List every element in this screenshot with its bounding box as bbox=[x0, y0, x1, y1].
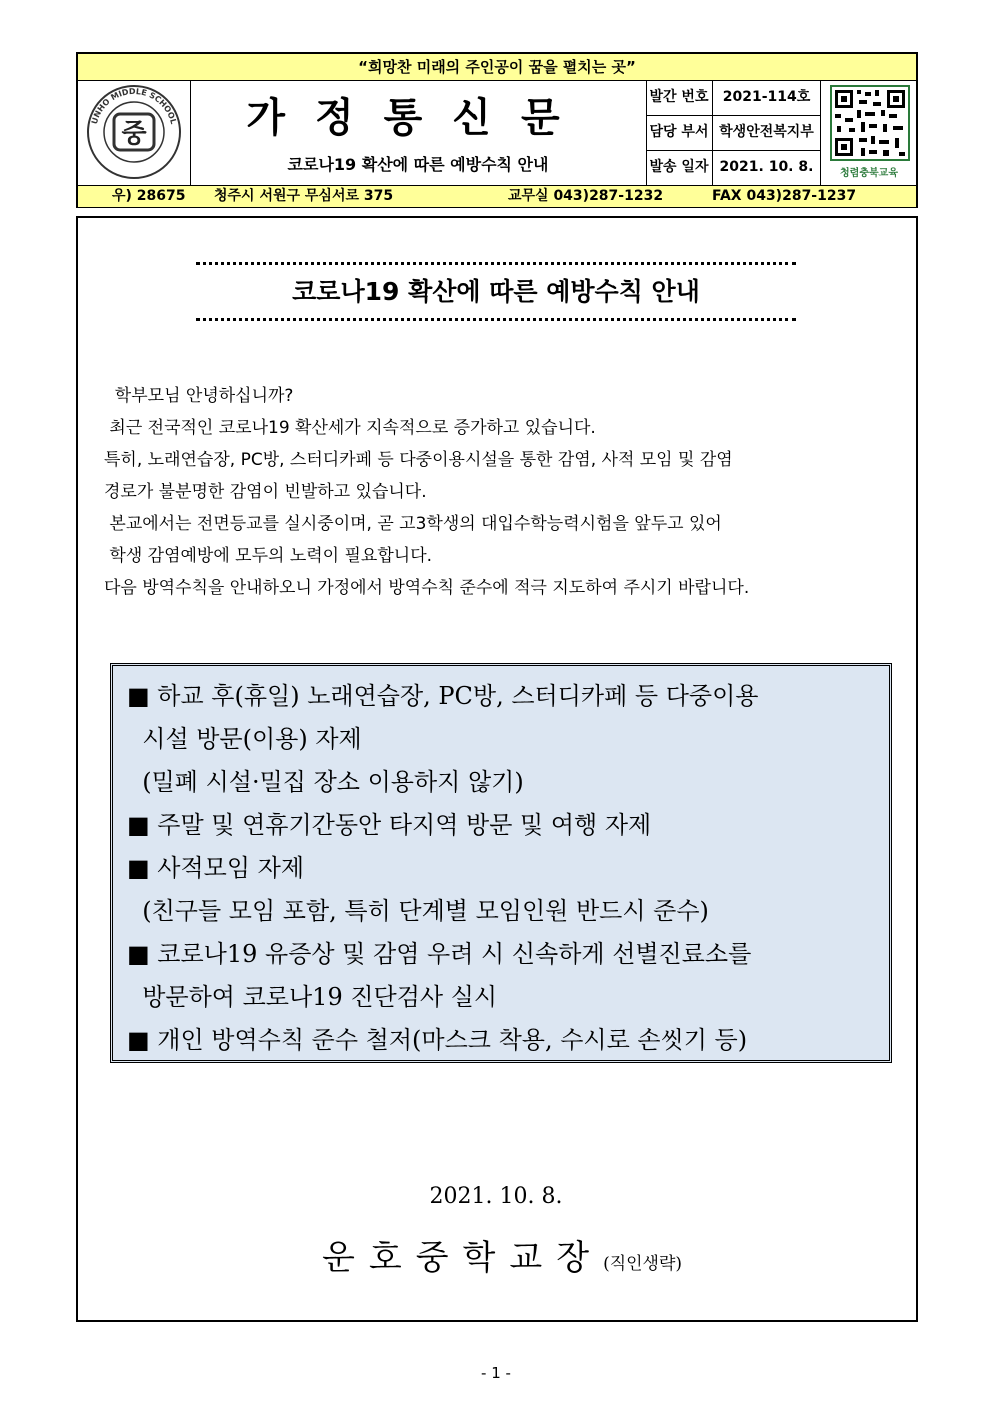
rule-line: ■ 개인 방역수칙 준수 철저(마스크 착용, 수시로 손씻기 등) bbox=[127, 1026, 748, 1054]
school-emblem-icon bbox=[78, 80, 190, 185]
letterhead bbox=[76, 52, 918, 208]
rule-line: (친구들 모임 포함, 특히 단계별 모임인원 반드시 준수) bbox=[127, 897, 709, 925]
paragraph-line: 본교에서는 전면등교를 실시중이며, 곧 고3학생의 대입수학능력시험을 앞두고 있어 bbox=[104, 514, 722, 534]
paragraph-line: 경로가 불분명한 감염이 빈발하고 있습니다. bbox=[104, 482, 427, 502]
paragraph-line: 학부모님 안녕하십니까? bbox=[104, 386, 294, 406]
meta-value: 2021-114호 bbox=[722, 89, 811, 105]
title-rule-top bbox=[196, 262, 796, 265]
document-title: 코로나19 확산에 따른 예방수칙 안내 bbox=[292, 277, 700, 306]
address-bar bbox=[78, 185, 916, 207]
logo-ring-text: UNHO MIDDLE SCHOOL bbox=[89, 86, 179, 126]
logo-char: 중 bbox=[121, 119, 147, 149]
rule-line: ■ 사적모임 자제 bbox=[127, 854, 305, 882]
page-number: - 1 - bbox=[481, 1364, 511, 1382]
rule-line: 시설 방문(이용) 자제 bbox=[127, 725, 362, 753]
newsletter-subtitle: 코로나19 확산에 따른 예방수칙 안내 bbox=[287, 155, 549, 174]
issue-date: 2021. 10. 8. bbox=[429, 1184, 563, 1209]
meta-table bbox=[646, 80, 820, 185]
qr-caption: 청렴충북교육 bbox=[840, 168, 898, 179]
title-cell bbox=[190, 80, 647, 185]
meta-value: 2021. 10. 8. bbox=[719, 159, 814, 175]
qr-code-icon bbox=[821, 80, 917, 185]
postal-code: 우) 28675 bbox=[112, 188, 186, 204]
meta-label: 담당 부서 bbox=[646, 115, 713, 150]
paragraph-line: 특히, 노래연습장, PC방, 스터디카페 등 다중이용시설을 통한 감염, 사적 모임 및 감염 bbox=[104, 450, 733, 470]
newsletter-title: 가정통신문 bbox=[246, 94, 590, 141]
meta-row bbox=[646, 80, 820, 116]
seal-note: (직인생략) bbox=[603, 1254, 683, 1274]
school-motto: “희망찬 미래의 주인공이 꿈을 펼치는 곳” bbox=[78, 54, 916, 81]
rules-box bbox=[110, 663, 892, 1063]
signer-name: 운호중학교장 bbox=[322, 1238, 604, 1278]
rule-line: ■ 코로나19 유증상 및 감염 우려 시 신속하게 선별진료소를 bbox=[127, 940, 752, 968]
letterhead-main-row bbox=[78, 80, 916, 185]
meta-row bbox=[646, 115, 820, 151]
rule-line: ■ 주말 및 연휴기간동안 타지역 방문 및 여행 자제 bbox=[127, 811, 652, 839]
rule-line: (밀폐 시설·밀집 장소 이용하지 않기) bbox=[127, 768, 524, 796]
qr-cell bbox=[820, 80, 917, 185]
rule-line: 방문하여 코로나19 진단검사 실시 bbox=[127, 983, 498, 1011]
meta-label: 발간 번호 bbox=[646, 80, 713, 115]
paragraph-line: 다음 방역수칙을 안내하오니 가정에서 방역수칙 준수에 적극 지도하여 주시기 바랍니다. bbox=[104, 578, 750, 598]
paragraph-line: 학생 감염예방에 모두의 노력이 필요합니다. bbox=[104, 546, 433, 566]
title-rule-bottom bbox=[196, 318, 796, 321]
paragraph-line: 최근 전국적인 코로나19 확산세가 지속적으로 증가하고 있습니다. bbox=[104, 418, 596, 438]
office-phone: 교무실 043)287-1232 bbox=[508, 188, 664, 204]
street-address: 청주시 서원구 무심서로 375 bbox=[214, 188, 394, 204]
signature-line bbox=[322, 1230, 682, 1279]
meta-row bbox=[646, 150, 820, 185]
meta-value: 학생안전복지부 bbox=[719, 124, 814, 140]
school-logo bbox=[78, 80, 191, 185]
fax-number: FAX 043)287-1237 bbox=[712, 188, 857, 204]
rule-line: ■ 하교 후(휴일) 노래연습장, PC방, 스터디카페 등 다중이용 bbox=[127, 682, 759, 710]
meta-label: 발송 일자 bbox=[646, 150, 713, 185]
